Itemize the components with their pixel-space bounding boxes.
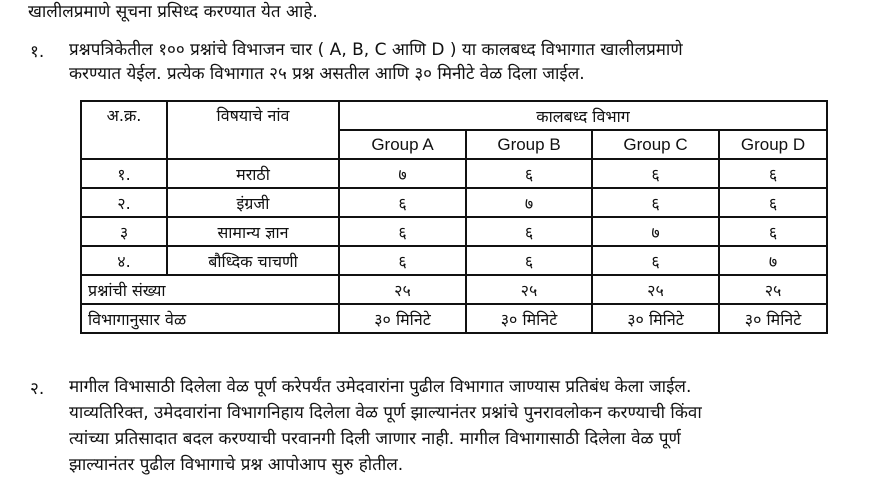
serial-cell: ४.: [81, 246, 167, 275]
value-cell: ६: [592, 159, 719, 188]
value-cell: ६: [592, 188, 719, 217]
value-cell: ७: [466, 188, 592, 217]
point-2-line-4: झाल्यानंतर पुढील विभागाचे प्रश्न आपोआप सुरु होतील.: [69, 455, 404, 475]
table-row: [81, 217, 827, 246]
section-schedule-table: [80, 100, 828, 334]
total-cell: २५: [466, 275, 592, 304]
value-cell: ७: [592, 217, 719, 246]
serial-cell: २.: [81, 188, 167, 217]
serial-cell: १.: [81, 159, 167, 188]
point-2-line-1: मागील विभासाठी दिलेला वेळ पूर्ण करेपर्यंत उमेदवारांना पुढील विभागात जाण्यास प्रतिबंध केला जाईल.: [69, 377, 692, 397]
section-time-row: [81, 304, 827, 333]
group-b-header: Group B: [466, 130, 592, 159]
value-cell: ७: [719, 246, 827, 275]
point-1-line-1: प्रश्नपत्रिकेतील १०० प्रश्नांचे विभाजन चार ( A, B, C आणि D ) या कालबध्द विभागात खालीलप्रमाणे: [69, 40, 683, 60]
point-1-line-2: करण्यात येईल. प्रत्येक विभागात २५ प्रश्न असतील आणि ३० मिनीटे वेळ दिला जाईल.: [69, 64, 585, 84]
value-cell: ६: [719, 159, 827, 188]
value-cell: ६: [339, 246, 466, 275]
point-2-line-2: याव्यतिरिक्त, उमेदवारांना विभागनिहाय दिलेला वेळ पूर्ण झाल्यानंतर प्रश्नांचे पुनरावलोकन करण्याची किंवा: [69, 403, 702, 423]
value-cell: ६: [339, 188, 466, 217]
subject-header: विषयाचे नांव: [167, 101, 339, 159]
value-cell: ६: [466, 217, 592, 246]
point-2-line-3: त्यांच्या प्रतिसादात बदल करण्याची परवानगी दिली जाणार नाही. मागील विभागासाठी दिलेला वेळ पूर्ण: [69, 429, 681, 449]
serial-header: अ.क्र.: [81, 101, 167, 159]
serial-cell: ३: [81, 217, 167, 246]
intro-text: खालीलप्रमाणे सूचना प्रसिध्द करण्यात येत आहे.: [28, 2, 318, 22]
subject-cell: बौध्दिक चाचणी: [167, 246, 339, 275]
time-cell: ३० मिनिटे: [719, 304, 827, 333]
table-row: [81, 246, 827, 275]
time-cell: ३० मिनिटे: [339, 304, 466, 333]
point-2-number: २.: [30, 379, 45, 399]
group-c-header: Group C: [592, 130, 719, 159]
subject-cell: सामान्य ज्ञान: [167, 217, 339, 246]
value-cell: ६: [592, 246, 719, 275]
total-cell: २५: [339, 275, 466, 304]
total-cell: २५: [719, 275, 827, 304]
total-cell: २५: [592, 275, 719, 304]
table-row: [81, 159, 827, 188]
time-cell: ३० मिनिटे: [466, 304, 592, 333]
group-a-header: Group A: [339, 130, 466, 159]
table-header-row: [81, 101, 827, 130]
value-cell: ६: [719, 217, 827, 246]
total-questions-row: [81, 275, 827, 304]
section-time-label: विभागानुसार वेळ: [81, 304, 339, 333]
value-cell: ६: [466, 159, 592, 188]
value-cell: ६: [339, 217, 466, 246]
point-1-number: १.: [30, 42, 45, 62]
table-row: [81, 188, 827, 217]
value-cell: ६: [719, 188, 827, 217]
time-cell: ३० मिनिटे: [592, 304, 719, 333]
value-cell: ६: [466, 246, 592, 275]
subject-cell: मराठी: [167, 159, 339, 188]
subject-cell: इंग्रजी: [167, 188, 339, 217]
sections-header: कालबध्द विभाग: [339, 101, 827, 130]
value-cell: ७: [339, 159, 466, 188]
total-questions-label: प्रश्नांची संख्या: [81, 275, 339, 304]
group-d-header: Group D: [719, 130, 827, 159]
